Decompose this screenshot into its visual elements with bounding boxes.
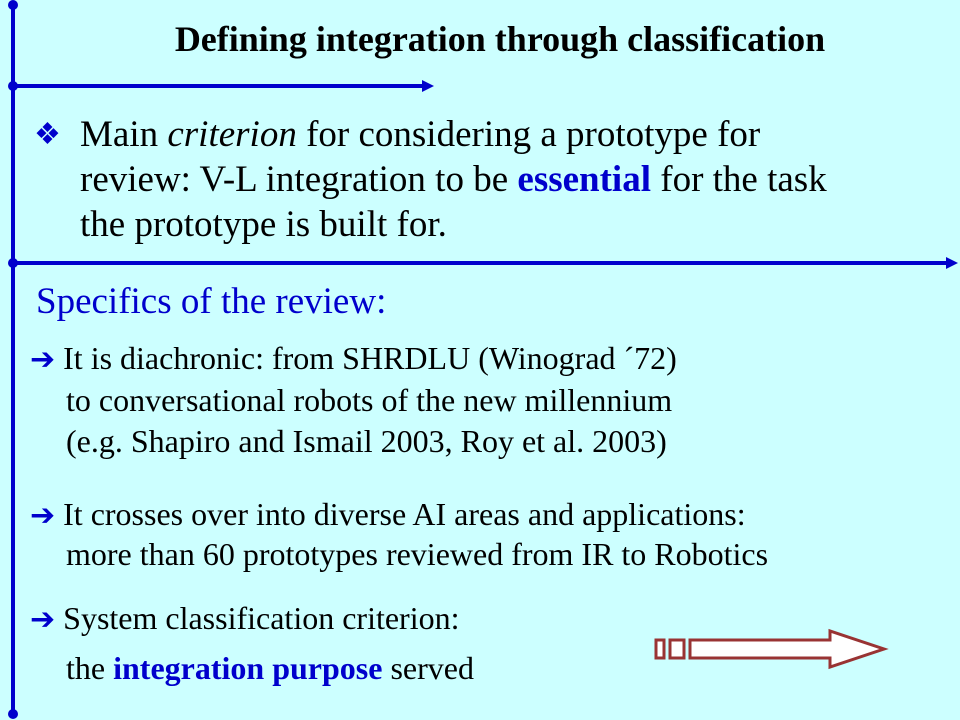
frame-dot-bottom — [8, 709, 18, 719]
outlined-right-arrow-icon — [650, 628, 890, 672]
main-criterion-paragraph — [34, 112, 960, 247]
bullet-text-end: served — [382, 650, 474, 686]
bullet-line-2 — [30, 648, 474, 689]
bullet-line-3: (e.g. Shapiro and Ismail 2003, Roy et al. 2003) — [66, 423, 667, 459]
title-underline-arrowhead-icon — [422, 80, 434, 92]
bullet-line-1 — [30, 600, 459, 636]
bullet-line-2: to conversational robots of the new millennium — [66, 382, 673, 418]
integration-purpose-emphasis: integration purpose — [113, 650, 383, 686]
bullet-line-1 — [30, 340, 677, 376]
bullet-line-2: more than 60 prototypes reviewed from IR to Robotics — [66, 536, 769, 572]
bullet-line-1 — [30, 496, 746, 532]
frame-dot-top — [8, 0, 18, 10]
bullet-text: It is diachronic: from SHRDLU (Winograd ´72) — [63, 340, 677, 376]
right-arrow-icon: ➔ — [30, 342, 56, 377]
section-divider-arrowhead-icon — [946, 257, 958, 269]
bullet-text: System classification criterion: — [63, 600, 460, 636]
right-arrow-icon: ➔ — [30, 602, 56, 637]
main-criterion-text-1: Main — [80, 114, 168, 155]
bullet-text: It crosses over into diverse AI areas and applications: — [63, 496, 746, 532]
diamond-bullet-icon: ❖ — [34, 118, 61, 151]
criterion-italic: criterion — [167, 114, 297, 155]
bullet-diachronic — [30, 338, 677, 462]
slide-title: Defining integration through classification — [174, 19, 826, 59]
line2-text-end: for the task — [651, 159, 827, 200]
bullet-classification-criterion — [30, 598, 474, 689]
bullet-text: the — [66, 650, 114, 686]
main-criterion-line-3: the prototype is built for. — [80, 204, 447, 245]
essential-emphasis: essential — [517, 159, 651, 200]
main-criterion-text-3: for considering a prototype for — [296, 114, 761, 155]
line2-text: review: V-L integration to be — [80, 159, 518, 200]
bullet-crosses-over — [30, 494, 768, 572]
right-arrow-icon: ➔ — [30, 498, 56, 533]
main-criterion-line-2 — [80, 157, 960, 202]
specifics-heading: Specifics of the review: — [36, 281, 387, 322]
